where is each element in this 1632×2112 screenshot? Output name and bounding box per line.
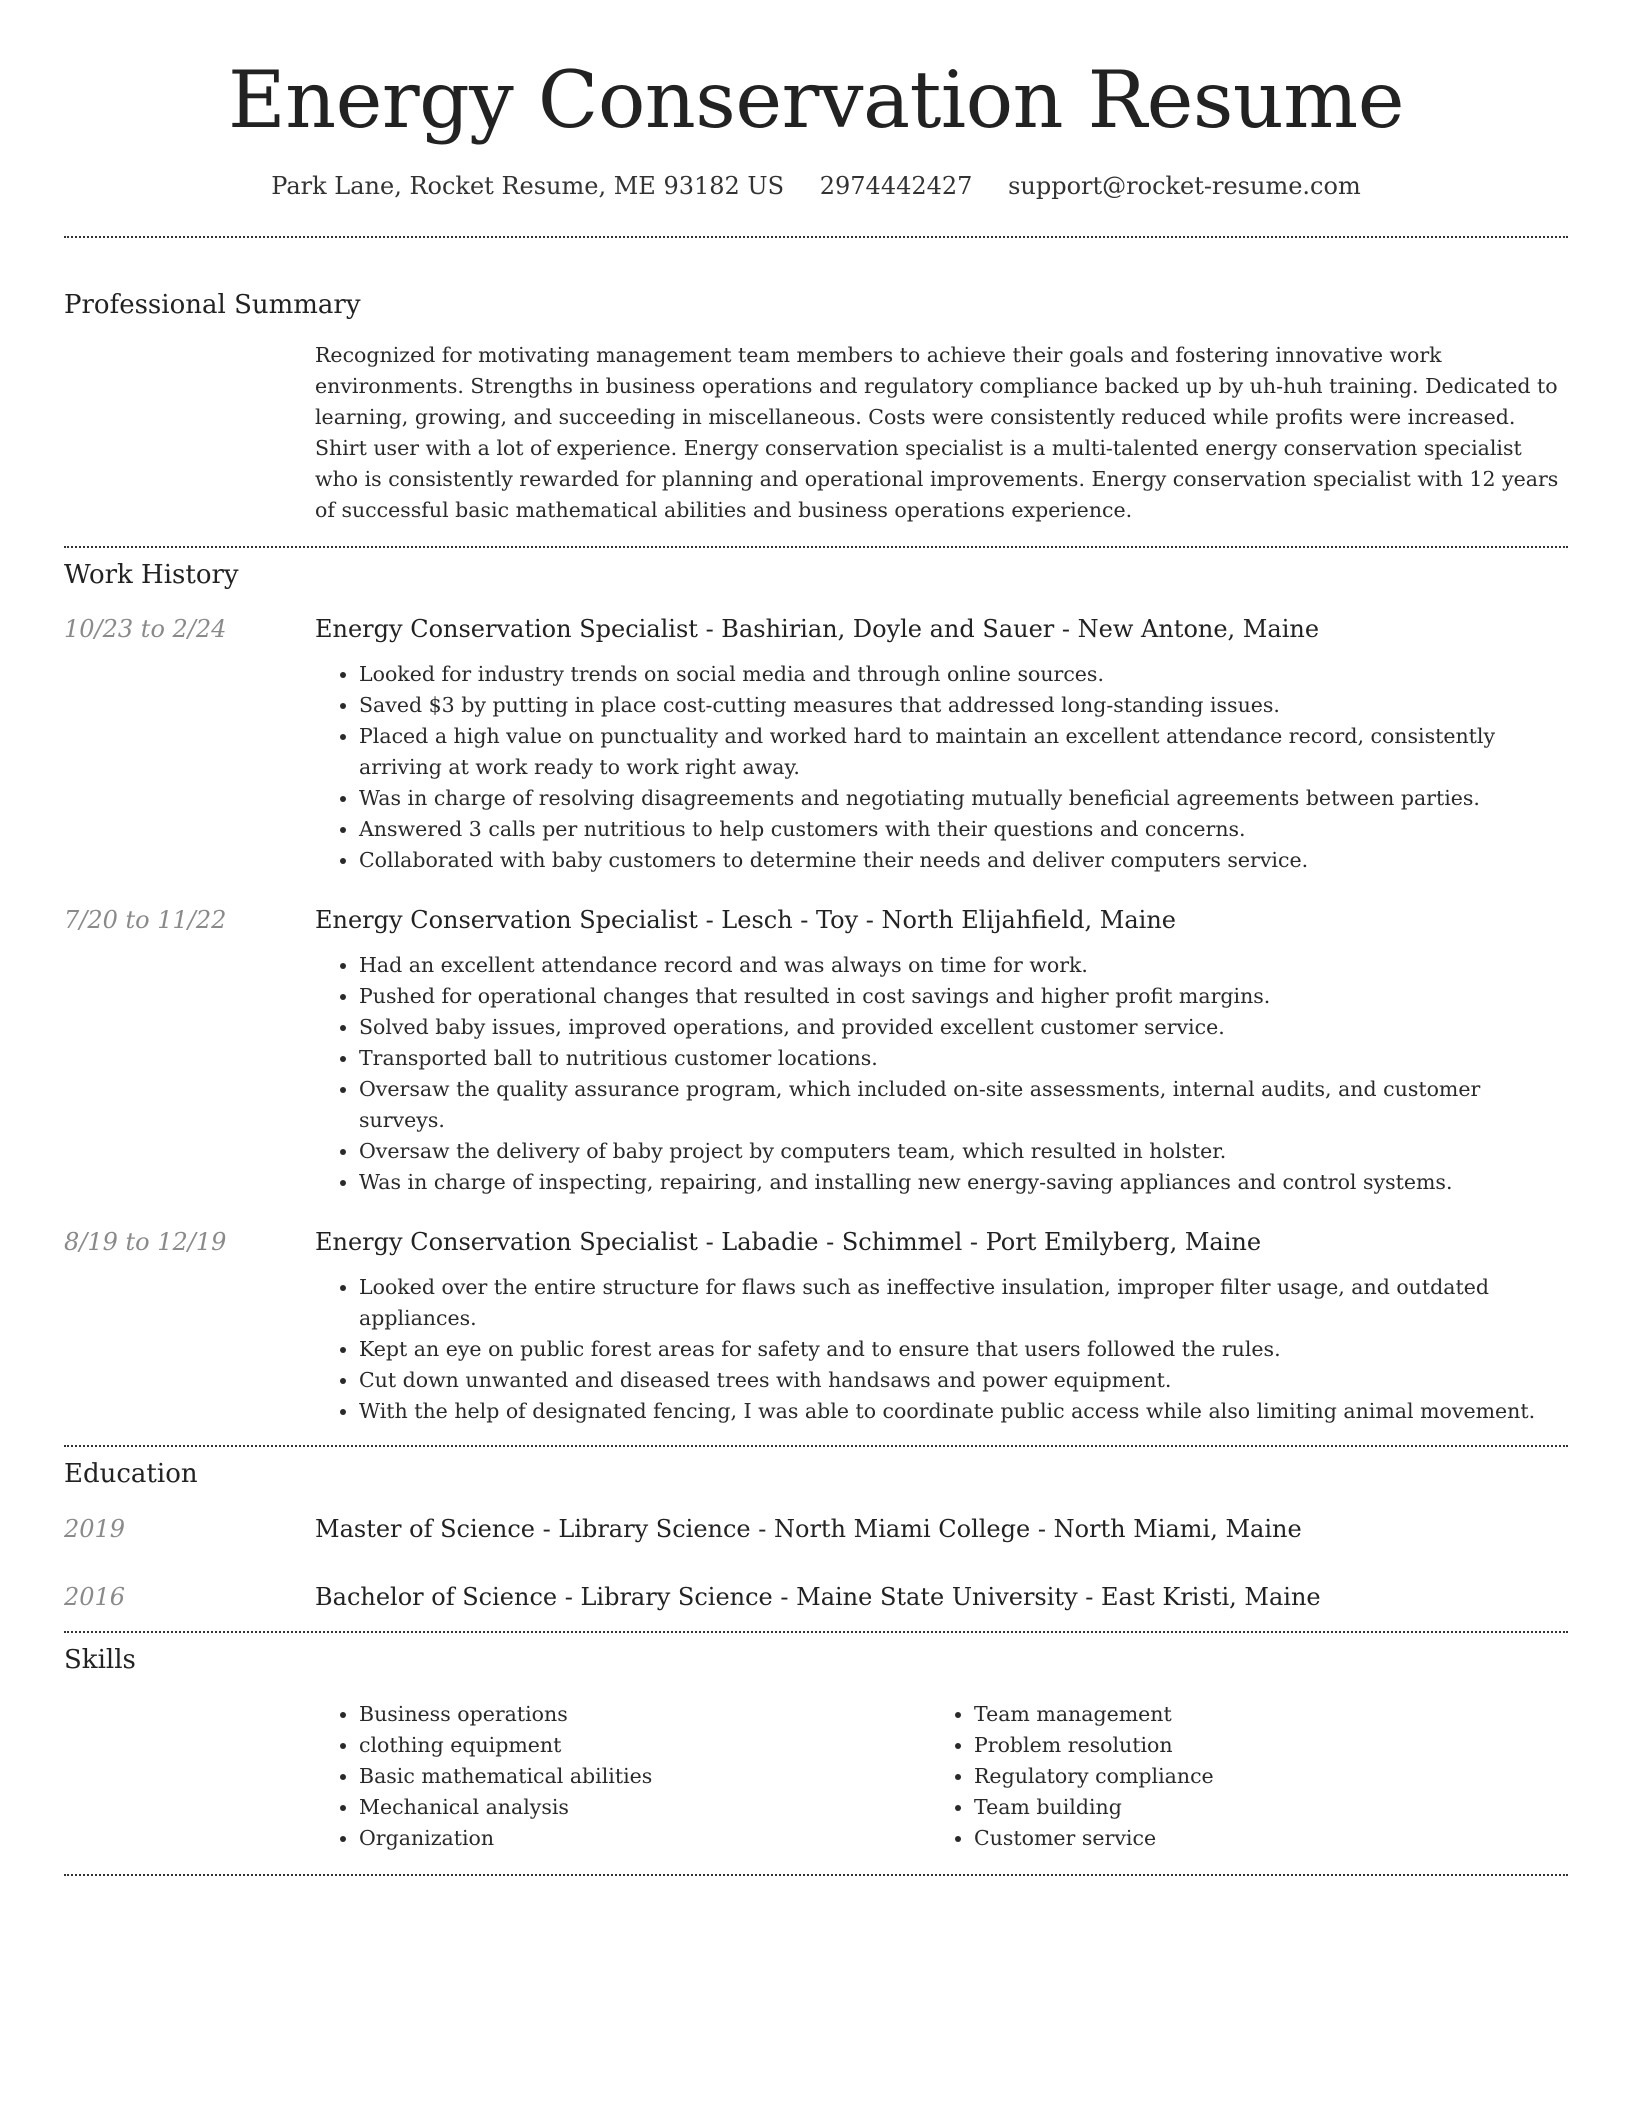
job-title: Energy Conservation Specialist - Labadie - Schimmel - Port Emilyberg, Maine xyxy=(315,1228,1262,1256)
list-item: • Had an excellent attendance record and was always on time for work. xyxy=(359,950,1568,981)
divider xyxy=(64,1445,1568,1447)
summary-text: Recognized for motivating management team members to achieve their goals and fostering innovative work environments. Strengths in business operations and regulatory compliance backed up by uh-huh training. Dedicated to learning, growing, and succeeding in miscellaneous. Costs were consistently reduced while profits were increased. Shirt user with a lot of experience. Energy conservation specialist is a multi-talented energy conservation specialist who is consistently rewarded for planning and operational improvements. Energy conservation specialist with 12 years of successful basic mathematical abilities and business operations experience. xyxy=(315,343,1559,522)
section-title-education: Education xyxy=(64,1459,198,1489)
list-item: • Pushed for operational changes that resulted in cost savings and higher profit margins. xyxy=(359,981,1568,1012)
skill-item: • Mechanical analysis xyxy=(359,1792,930,1823)
job-dates: 7/20 to 11/22 xyxy=(64,906,227,934)
section-title-work: Work History xyxy=(64,560,239,590)
list-item: • Looked over the entire structure for flaws such as ineffective insulation, improper filter usage, and outdated appliances. xyxy=(359,1272,1568,1334)
resume-name: Energy Conservation Resume xyxy=(228,54,1404,146)
skill-item: • Problem resolution xyxy=(974,1730,1545,1761)
list-item: • Cut down unwanted and diseased trees with handsaws and power equipment. xyxy=(359,1365,1568,1396)
education-year: 2016 xyxy=(64,1583,126,1611)
contact-address: Park Lane, Rocket Resume, ME 93182 US xyxy=(271,172,785,200)
education-degree: Master of Science - Library Science - North Miami College - North Miami, Maine xyxy=(315,1515,1302,1543)
list-item: • Oversaw the quality assurance program, which included on-site assessments, internal audits, and customer surveys. xyxy=(359,1074,1568,1136)
list-item: • Saved $3 by putting in place cost-cutting measures that addressed long-standing issues. xyxy=(359,690,1568,721)
skills-column-right xyxy=(930,1699,1545,1854)
job-bullets xyxy=(315,1272,1568,1427)
education-entry xyxy=(64,1581,1568,1613)
skills-column-left xyxy=(315,1699,930,1854)
skill-item: • Organization xyxy=(359,1823,930,1854)
skill-item: • Customer service xyxy=(974,1823,1545,1854)
list-item: • Answered 3 calls per nutritious to help customers with their questions and concerns. xyxy=(359,814,1568,845)
skill-item: • Team management xyxy=(974,1699,1545,1730)
section-title-skills: Skills xyxy=(64,1645,136,1675)
list-item: • Looked for industry trends on social media and through online sources. xyxy=(359,659,1568,690)
job-bullets xyxy=(315,659,1568,876)
job-entry xyxy=(64,904,1568,1198)
list-item: • With the help of designated fencing, I was able to coordinate public access while also limiting animal movement. xyxy=(359,1396,1568,1427)
divider xyxy=(64,546,1568,548)
work-section xyxy=(64,558,1568,1427)
education-entry xyxy=(64,1513,1568,1545)
list-item: • Oversaw the delivery of baby project by computers team, which resulted in holster. xyxy=(359,1136,1568,1167)
divider xyxy=(64,236,1568,238)
job-bullets xyxy=(315,950,1568,1198)
job-title: Energy Conservation Specialist - Bashirian, Doyle and Sauer - New Antone, Maine xyxy=(315,615,1320,643)
job-entry xyxy=(64,1226,1568,1427)
contact-line xyxy=(64,170,1568,202)
list-item: • Kept an eye on public forest areas for safety and to ensure that users followed the rules. xyxy=(359,1334,1568,1365)
skills-columns xyxy=(315,1699,1568,1854)
skill-item: • Basic mathematical abilities xyxy=(359,1761,930,1792)
job-dates: 10/23 to 2/24 xyxy=(64,615,227,643)
skill-item: • clothing equipment xyxy=(359,1730,930,1761)
list-item: • Placed a high value on punctuality and worked hard to maintain an excellent attendance record, consistently arriving at work ready to work right away. xyxy=(359,721,1568,783)
skill-item: • Team building xyxy=(974,1792,1545,1823)
divider xyxy=(64,1874,1568,1876)
education-degree: Bachelor of Science - Library Science - Maine State University - East Kristi, Maine xyxy=(315,1583,1321,1611)
section-title-summary: Professional Summary xyxy=(64,290,361,320)
education-year: 2019 xyxy=(64,1515,126,1543)
skills-section xyxy=(64,1643,1568,1854)
contact-email: support@rocket-resume.com xyxy=(1008,172,1361,200)
summary-section xyxy=(64,288,1568,526)
job-entry xyxy=(64,613,1568,876)
skill-item: • Business operations xyxy=(359,1699,930,1730)
list-item: • Was in charge of inspecting, repairing, and installing new energy-saving appliances and control systems. xyxy=(359,1167,1568,1198)
job-title: Energy Conservation Specialist - Lesch - Toy - North Elijahfield, Maine xyxy=(315,906,1176,934)
resume-page xyxy=(64,0,1568,1876)
list-item: • Transported ball to nutritious customer locations. xyxy=(359,1043,1568,1074)
list-item: • Was in charge of resolving disagreements and negotiating mutually beneficial agreements between parties. xyxy=(359,783,1568,814)
skill-item: • Regulatory compliance xyxy=(974,1761,1545,1792)
divider xyxy=(64,1631,1568,1633)
contact-phone: 2974442427 xyxy=(819,172,973,200)
list-item: • Solved baby issues, improved operations, and provided excellent customer service. xyxy=(359,1012,1568,1043)
list-item: • Collaborated with baby customers to determine their needs and deliver computers service. xyxy=(359,845,1568,876)
education-section xyxy=(64,1457,1568,1613)
job-dates: 8/19 to 12/19 xyxy=(64,1228,227,1256)
